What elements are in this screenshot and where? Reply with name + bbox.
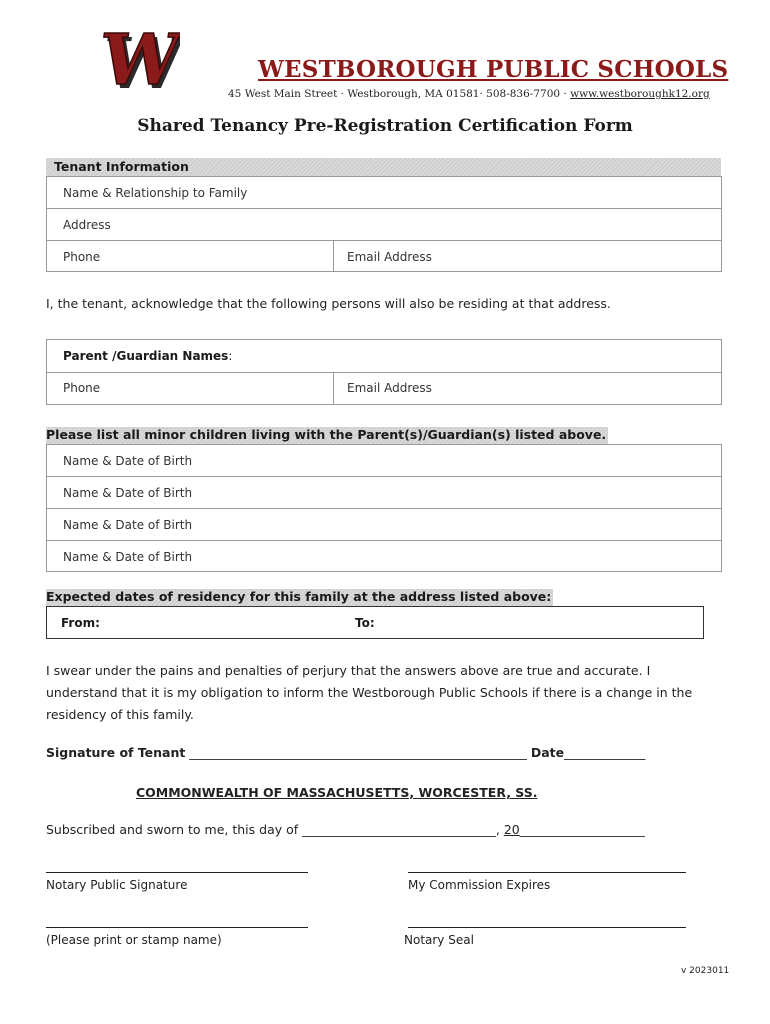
version-label: v 2023011: [681, 966, 730, 976]
notary-signature-line[interactable]: [46, 872, 308, 873]
page-title: Shared Tenancy Pre-Registration Certification Form: [137, 116, 633, 136]
child-row-3[interactable]: Name & Date of Birth: [63, 518, 193, 532]
tenant-name-field[interactable]: Name & Relationship to Family: [63, 186, 248, 200]
school-name: WESTBOROUGH PUBLIC SCHOOLS: [258, 56, 729, 83]
tenant-address-field[interactable]: Address: [63, 218, 111, 232]
divider: [333, 372, 334, 404]
tenant-section-label: Tenant Information: [54, 159, 189, 174]
tenant-signature-line[interactable]: [46, 745, 645, 760]
children-box: [46, 444, 722, 572]
subscribed-blank: ______________________________: [302, 822, 490, 837]
website-link[interactable]: www.westboroughk12.org: [570, 88, 710, 100]
print-stamp-label: (Please print or stamp name): [46, 933, 222, 947]
parent-phone-field[interactable]: Phone: [63, 381, 101, 395]
year-blank: ____________________: [519, 822, 645, 837]
subscribed-prefix: Subscribed and sworn to me, this day of: [46, 822, 299, 837]
year-prefix: 20: [503, 822, 520, 837]
residency-heading: Expected dates of residency for this family at the address listed above:: [46, 589, 552, 604]
notary-seal-label: Notary Seal: [404, 933, 474, 947]
divider: [47, 476, 721, 477]
divider: [47, 208, 721, 209]
divider: [47, 540, 721, 541]
tenant-phone-field[interactable]: Phone: [63, 250, 101, 264]
date-blank: _____________: [564, 745, 646, 760]
print-name-line[interactable]: [46, 927, 308, 928]
school-logo: [96, 26, 180, 98]
notary-signature-label: Notary Public Signature: [46, 878, 188, 892]
residency-from-field[interactable]: From:: [61, 616, 100, 630]
notary-seal-line[interactable]: [408, 927, 686, 928]
divider: [47, 508, 721, 509]
subscribed-line[interactable]: [46, 822, 645, 837]
commonwealth-heading: COMMONWEALTH OF MASSACHUSETTS, WORCESTER, SS.: [136, 785, 538, 800]
tenant-section-header: [46, 158, 721, 176]
parent-info-box: [46, 339, 722, 405]
divider: [47, 240, 721, 241]
school-address: [228, 88, 710, 100]
commission-expires-label: My Commission Expires: [408, 878, 551, 892]
acknowledge-text: I, the tenant, acknowledge that the following persons will also be residing at that address.: [46, 296, 611, 311]
oath-text: I swear under the pains and penalties of perjury that the answers above are true and accurate. I understand that it is my obligation to inform the Westborough Public Schools if there is a change in the residency of this family.: [46, 663, 693, 722]
logo-letter-shadow: W: [98, 26, 180, 98]
divider: [47, 372, 721, 373]
subscribed-mid: _,: [489, 822, 504, 837]
child-row-2[interactable]: Name & Date of Birth: [63, 486, 193, 500]
tenant-signature-blank: ______________________________________________________: [189, 745, 527, 760]
parent-names-colon: :: [228, 349, 233, 363]
children-instruction: Please list all minor children living with the Parent(s)/Guardian(s) listed above.: [46, 427, 607, 442]
child-row-1[interactable]: Name & Date of Birth: [63, 454, 193, 468]
child-row-4[interactable]: Name & Date of Birth: [63, 550, 193, 564]
tenant-info-box: [46, 176, 722, 272]
date-label: Date: [530, 745, 565, 760]
address-text: 45 West Main Street · Westborough, MA 01581· 508-836-7700 ·: [228, 88, 571, 100]
parent-email-field[interactable]: Email Address: [347, 381, 432, 395]
residency-to-field[interactable]: To:: [355, 616, 375, 630]
divider: [333, 240, 334, 271]
parent-names-label: Parent /Guardian Names: [63, 349, 229, 363]
tenant-signature-label: Signature of Tenant: [46, 745, 186, 760]
parent-names-field[interactable]: [63, 349, 232, 363]
tenant-email-field[interactable]: Email Address: [347, 250, 432, 264]
logo-letter: W: [96, 26, 180, 98]
commission-expires-line[interactable]: [408, 872, 686, 873]
residency-box: [46, 606, 704, 639]
